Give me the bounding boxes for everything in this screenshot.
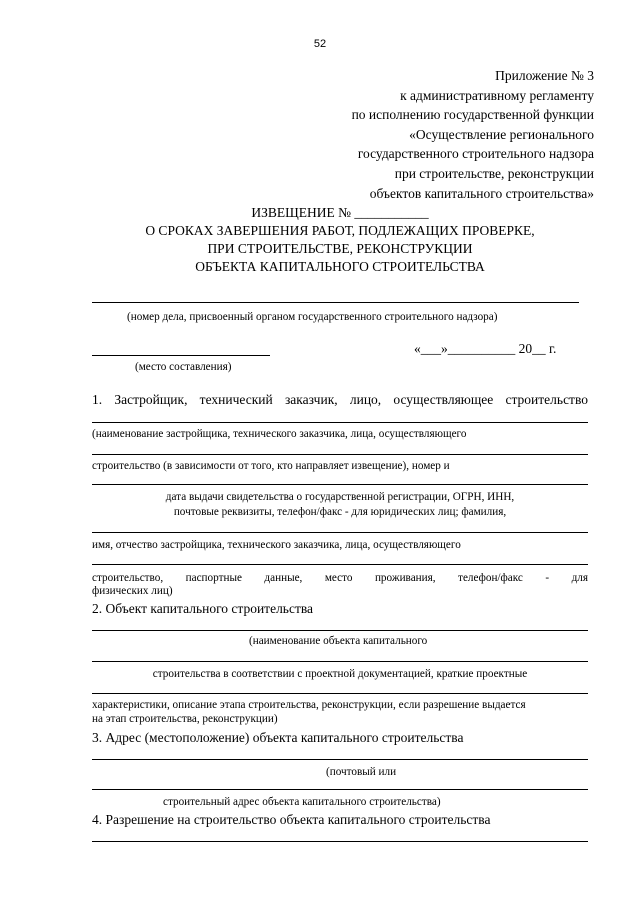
section-2-field[interactable] [92,630,588,631]
place-field[interactable] [92,355,270,356]
page-number: 52 [313,38,327,50]
section-3-caption: (почтовый или [326,766,397,778]
section-1-caption: имя, отчество застройщика, технического заказчика, лица, осуществляющего [92,539,461,551]
title-line: ПРИ СТРОИТЕЛЬСТВЕ, РЕКОНСТРУКЦИИ [207,241,473,256]
section-1-field[interactable] [92,454,588,455]
appendix-header [214,66,594,203]
section-3-caption: строительный адрес объекта капитального строительства) [163,796,441,808]
section-2-caption: характеристики, описание этапа строительства, реконструкции, если разрешение выдается [92,699,526,711]
appendix-line: по исполнению государственной функции [351,107,594,123]
section-1-field[interactable] [92,564,588,565]
section-1-caption: физических лиц) [92,585,173,597]
title-line: О СРОКАХ ЗАВЕРШЕНИЯ РАБОТ, ПОДЛЕЖАЩИХ ПРОВЕРКЕ, [145,223,535,238]
section-2-caption: строительства в соответствии с проектной документацией, краткие проектные [152,668,528,680]
section-2-field[interactable] [92,693,588,694]
section-1-field[interactable] [92,422,588,423]
title-line: ОБЪЕКТА КАПИТАЛЬНОГО СТРОИТЕЛЬСТВА [195,259,485,274]
case-number-field[interactable] [92,302,579,303]
section-3-heading: 3. Адрес (местоположение) объекта капитального строительства [92,730,464,745]
appendix-line: Приложение № 3 [495,68,594,83]
appendix-line: при строительстве, реконструкции [394,165,594,181]
section-2-field[interactable] [92,661,588,662]
section-2-caption: (наименование объекта капитального [249,635,428,647]
title-line: ИЗВЕЩЕНИЕ № ___________ [251,205,429,220]
date-field[interactable]: «___»__________ 20__ г. [414,341,557,356]
section-1-heading: 1. Застройщик, технический заказчик, лицо, осуществляющее строительство [92,392,588,407]
section-2-caption: на этап строительства, реконструкции) [92,713,278,725]
section-3-field[interactable] [92,789,588,790]
section-1-caption: дата выдачи свидетельства о государственной регистрации, ОГРН, ИНН, [165,491,515,503]
section-1-field[interactable] [92,484,588,485]
appendix-line: к административному регламенту [400,87,594,103]
section-1-caption: строительство, паспортные данные, место проживания, телефон/факс - для [92,572,588,584]
section-1-caption: (наименование застройщика, технического заказчика, лица, осуществляющего [92,428,467,440]
section-1-caption: строительство (в зависимости от того, кто направляет извещение), номер и [92,460,450,472]
section-4-field[interactable] [92,841,588,842]
appendix-line: «Осуществление регионального [409,126,594,142]
appendix-line: государственного строительного надзора [357,146,594,162]
section-3-field[interactable] [92,759,588,760]
appendix-line: объектов капитального строительства» [369,185,594,201]
section-4-heading: 4. Разрешение на строительство объекта капитального строительства [92,812,491,827]
section-1-caption: почтовые реквизиты, телефон/факс - для юридических лиц; фамилия, [173,506,507,518]
section-1-field[interactable] [92,532,588,533]
case-number-caption: (номер дела, присвоенный органом государственного строительного надзора) [127,311,498,323]
document-title [60,204,620,276]
place-caption: (место составления) [135,361,232,373]
section-2-heading: 2. Объект капитального строительства [92,601,314,616]
